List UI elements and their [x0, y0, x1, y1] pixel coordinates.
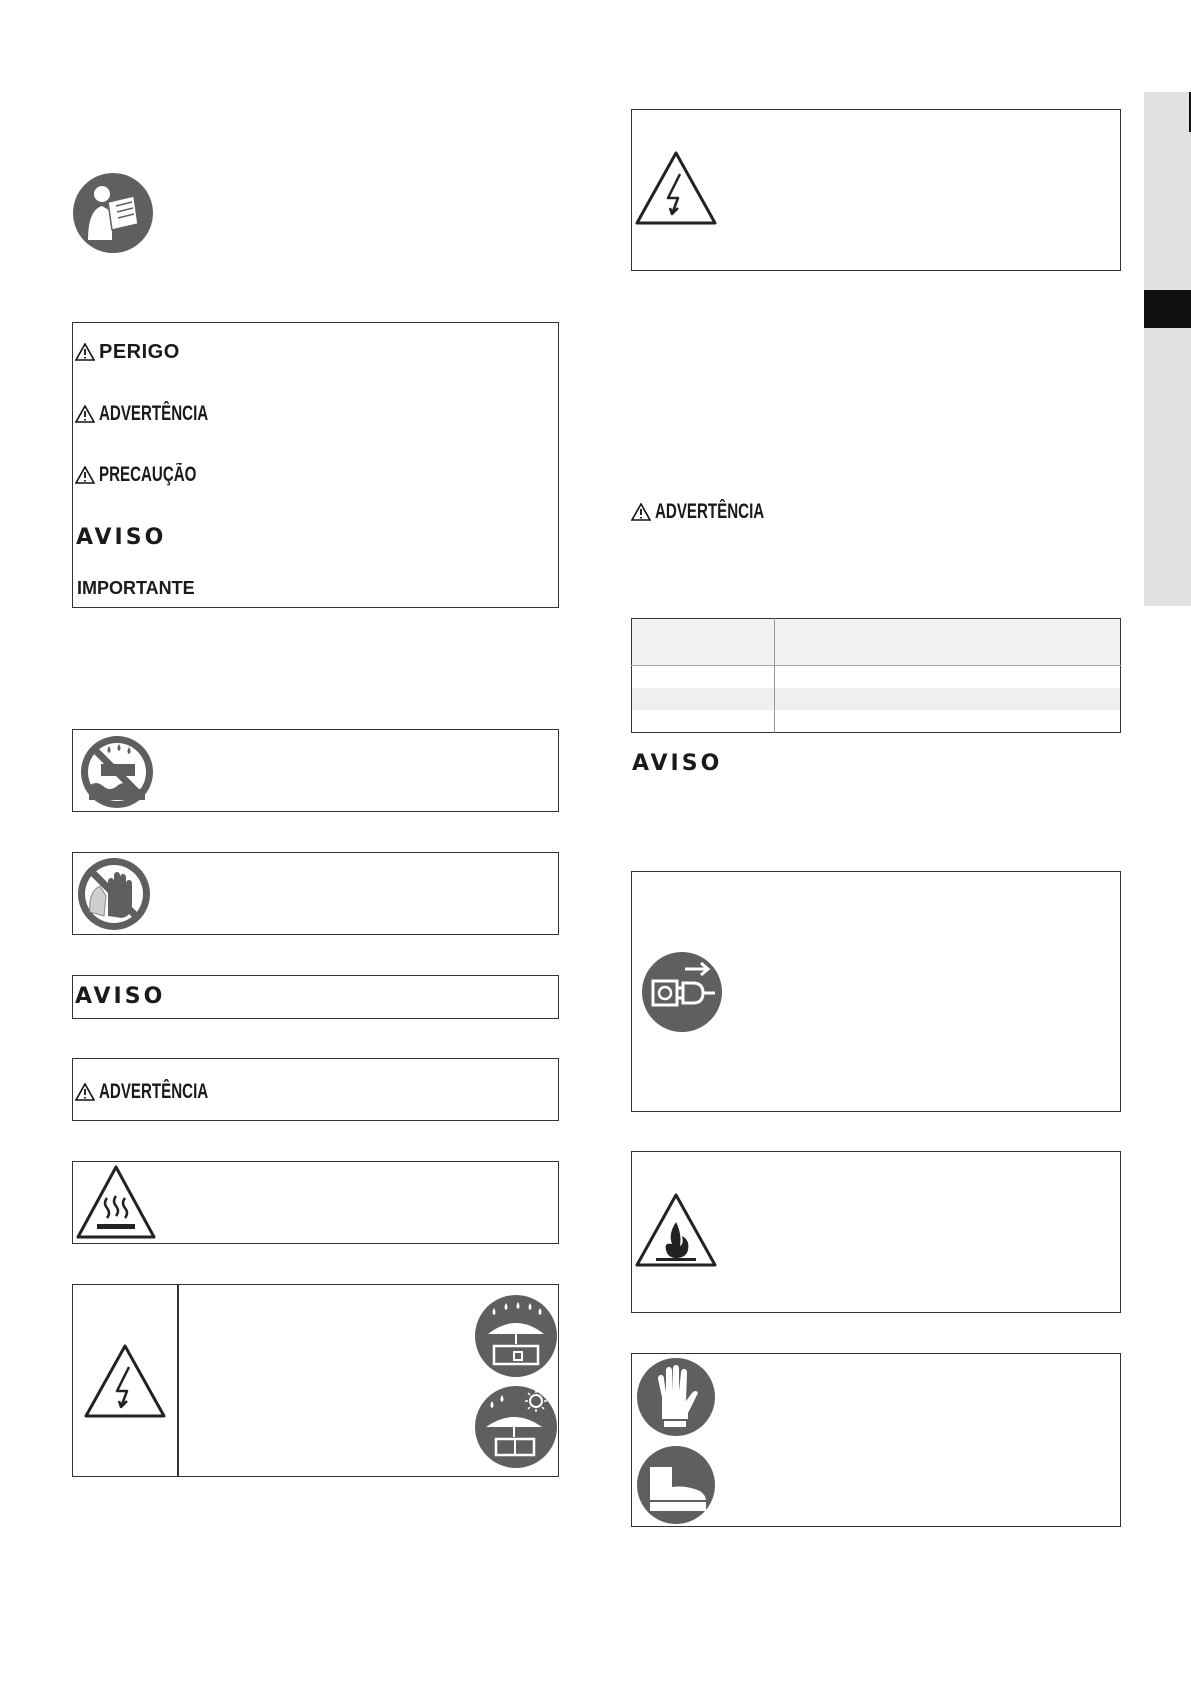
electric-shock-box [631, 109, 1121, 271]
table-row [632, 710, 1121, 733]
hot-surface-warning-icon [75, 1164, 157, 1240]
importante-label: IMPORTANTE [77, 578, 195, 598]
wear-safety-boots-icon [636, 1445, 716, 1525]
fire-hazard-box [631, 1151, 1121, 1313]
section-tab-marker [1144, 290, 1191, 328]
unplug-before-service-icon [641, 951, 723, 1033]
hot-surface-box [72, 1161, 559, 1244]
advertencia-box [72, 1058, 559, 1121]
perigo-label: PERIGO [75, 341, 180, 364]
electric-weather-box [72, 1284, 559, 1477]
protect-from-weather-icon [474, 1385, 558, 1469]
wear-gloves-icon [636, 1357, 716, 1437]
ppe-box [631, 1353, 1121, 1527]
warning-triangle-icon [631, 503, 651, 521]
column-divider [177, 1285, 179, 1476]
table-row [632, 666, 1121, 689]
warning-triangle-icon [75, 1083, 95, 1101]
do-not-touch-box [72, 852, 559, 935]
aviso-box [72, 975, 559, 1019]
aviso-label: AVISO [632, 751, 723, 776]
aviso-label: AVISO [75, 984, 166, 1009]
precaucao-label: PRECAUÇÃO [75, 463, 234, 487]
fire-hazard-warning-icon [634, 1192, 718, 1268]
table-header-row [632, 619, 1121, 666]
unplug-box [631, 871, 1121, 1112]
do-not-touch-icon [76, 856, 152, 932]
no-water-immersion-icon [79, 734, 155, 810]
electric-shock-warning-icon [634, 150, 718, 226]
table-row [632, 688, 1121, 710]
protect-from-rain-icon [474, 1294, 558, 1378]
advertencia-label: ADVERTÊNCIA [75, 1080, 251, 1104]
warning-triangle-icon [75, 466, 95, 484]
warning-triangle-icon [75, 343, 95, 361]
read-manual-icon [72, 172, 154, 254]
warning-triangle-icon [75, 405, 95, 423]
section-tab-strip [1144, 92, 1191, 606]
advertencia-label: ADVERTÊNCIA [631, 500, 807, 524]
no-water-box [72, 729, 559, 812]
aviso-label: AVISO [76, 525, 167, 550]
advertencia-label: ADVERTÊNCIA [75, 402, 251, 426]
spec-table [631, 618, 1121, 733]
signal-words-box [72, 322, 559, 608]
electric-shock-warning-icon [83, 1343, 167, 1419]
